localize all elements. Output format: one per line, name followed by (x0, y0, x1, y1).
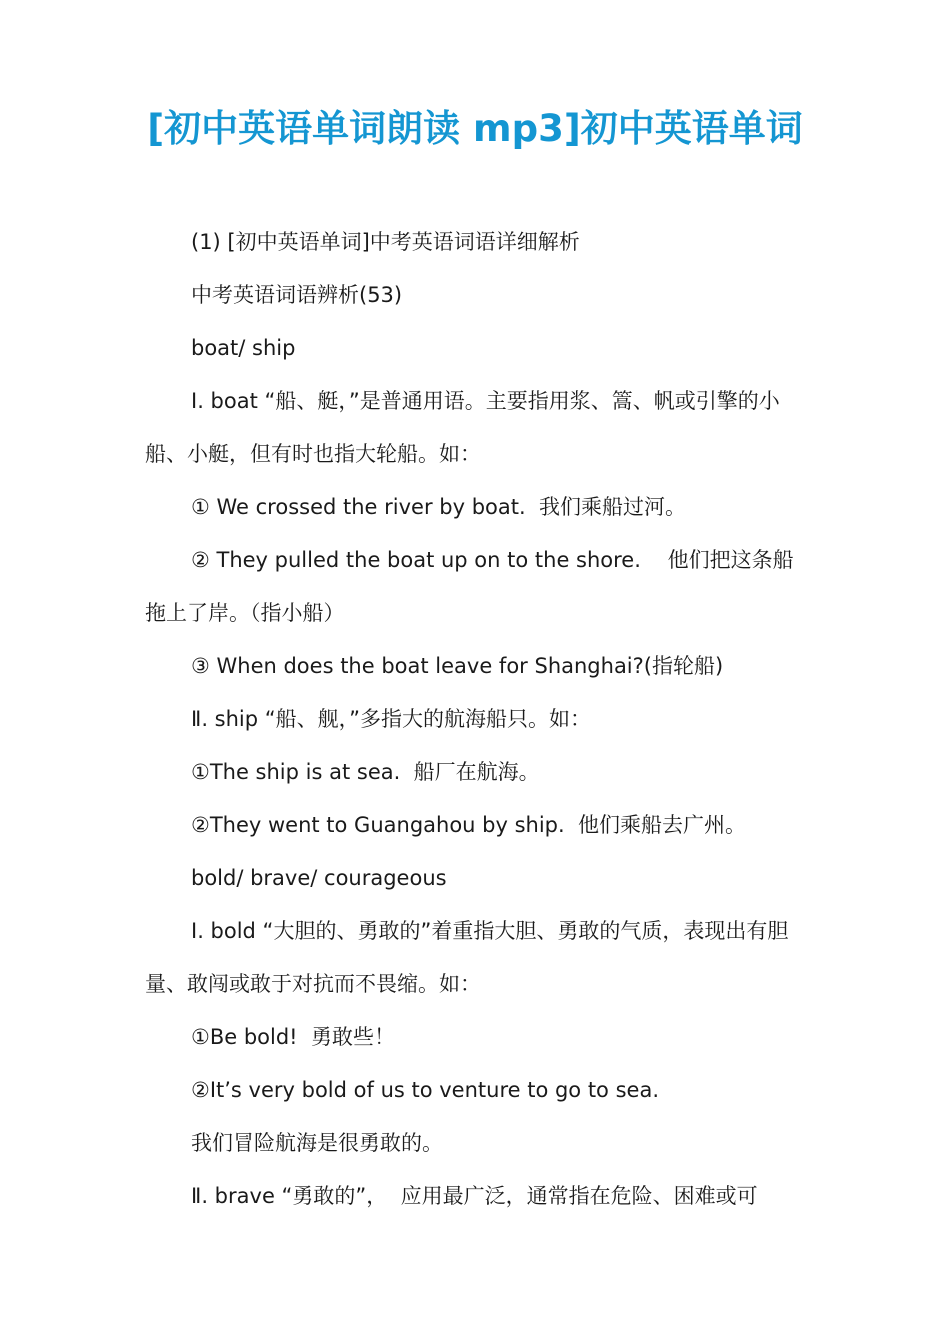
paragraph: boat/ ship (191, 336, 296, 360)
paragraph: ① We crossed the river by boat. 我们乘船过河。 (191, 495, 687, 519)
paragraph: Ⅱ. ship “船、舰，”多指大的航海船只。如： (191, 707, 592, 731)
paragraph: ② They pulled the boat up on to the shore. 他们把这条船拖上了岸。（指小船） (145, 548, 794, 625)
paragraph: ②They went to Guangahou by ship. 他们乘船去广州。 (191, 813, 747, 837)
paragraph: Ⅰ. bold “大胆的、勇敢的”着重指大胆、勇敢的气质，表现出有胆量、敢闯或敢于对抗而不畏缩。如： (145, 919, 789, 996)
paragraph: Ⅱ. brave “勇敢的”， 应用最广泛，通常指在危险、困难或可 (191, 1184, 758, 1208)
paragraph: bold/ brave/ courageous (191, 866, 447, 890)
paragraph: ②It’s very bold of us to venture to go to sea. (191, 1078, 659, 1102)
paragraph: Ⅰ. boat “船、艇，”是普通用语。主要指用浆、篙、帆或引擎的小船、小艇，但有时也指大轮船。如： (145, 389, 780, 466)
document-title: [初中英语单词朗读 mp3]初中英语单词 (147, 107, 803, 150)
paragraph: ①Be bold! 勇敢些！ (191, 1025, 395, 1049)
paragraph: ③ When does the boat leave for Shanghai?(指轮船) (191, 654, 724, 678)
paragraph: 中考英语词语辨析(53) (191, 283, 403, 307)
paragraph: ①The ship is at sea. 船厂在航海。 (191, 760, 540, 784)
paragraph: (1) [初中英语单词]中考英语词语详细解析 (191, 230, 580, 254)
document-body (145, 216, 810, 1223)
paragraph: 我们冒险航海是很勇敢的。 (191, 1131, 443, 1155)
